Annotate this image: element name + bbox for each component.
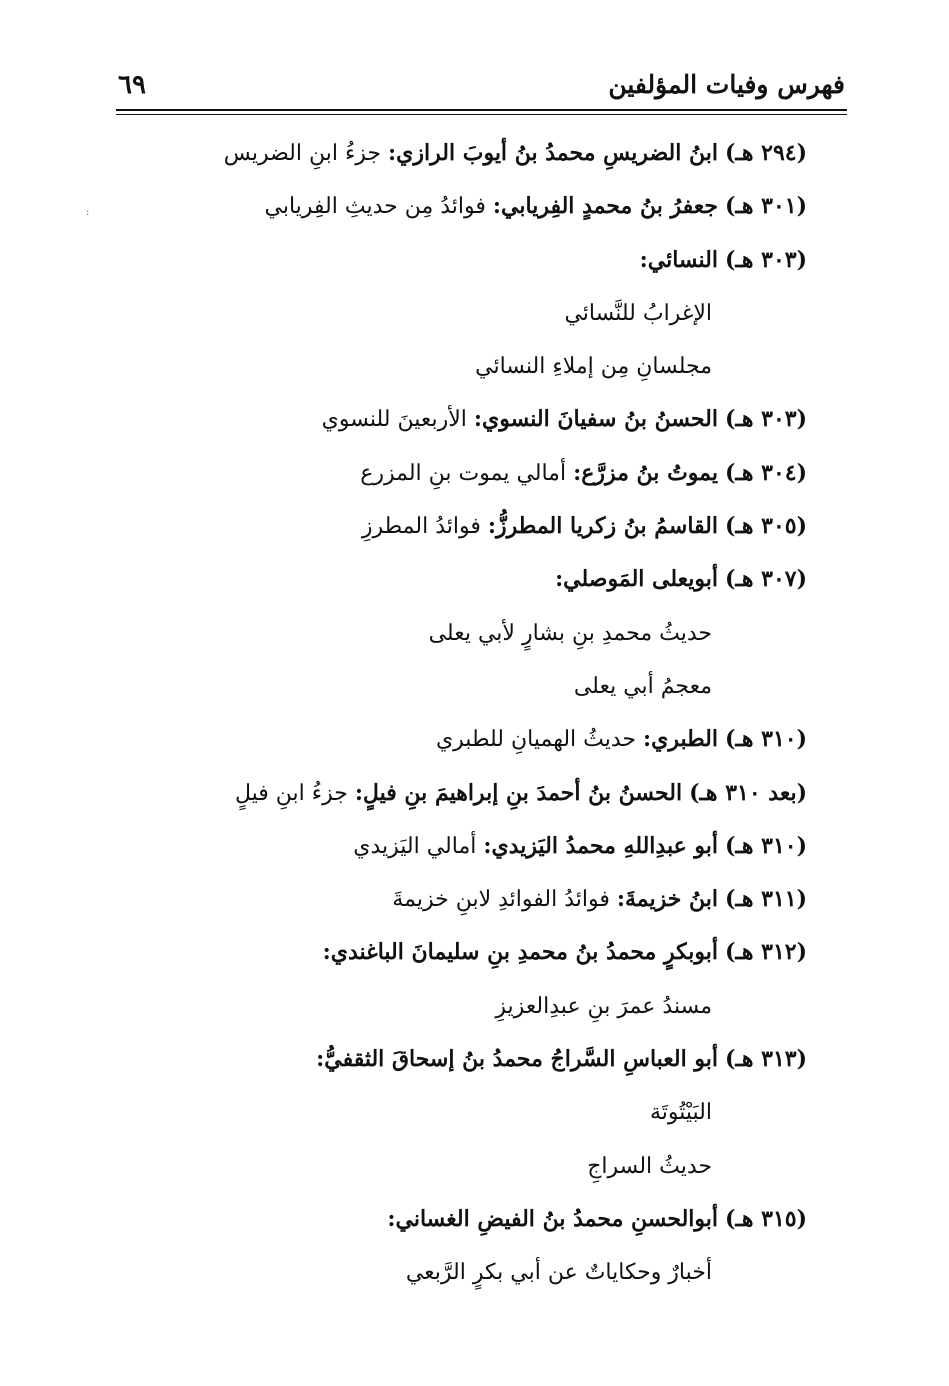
work-title: الأربعينَ للنسوي bbox=[321, 407, 467, 433]
work-title: جزءُ ابنِ الضريس bbox=[223, 141, 382, 166]
author-entry bbox=[200, 234, 807, 287]
author-name: أبو عبدِاللهِ محمدُ اليَزيدي: bbox=[483, 832, 718, 859]
death-year: (٣١١ هـ) bbox=[725, 886, 807, 913]
header-rule bbox=[116, 109, 847, 111]
author-name: الحسنُ بنُ أحمدَ بنِ إبراهيمَ بنِ فيلٍ: bbox=[354, 779, 683, 806]
death-year: (٣٠٥ هـ) bbox=[725, 513, 807, 540]
work-entry bbox=[200, 287, 807, 340]
author-name: النسائي: bbox=[639, 246, 718, 273]
work-title: معجمُ أبي يعلى bbox=[573, 673, 712, 699]
header-rule-thin bbox=[116, 114, 847, 115]
author-entry bbox=[200, 1033, 807, 1086]
author-name: الحسنُ بنُ سفيانَ النسوي: bbox=[473, 406, 718, 433]
work-title: أمالي اليَزيدي bbox=[353, 833, 477, 859]
work-title: أخبارٌ وحكاياتٌ عن أبي بكرٍ الرَّبعي bbox=[405, 1260, 712, 1286]
work-title: حديثُ السراجِ bbox=[587, 1153, 712, 1179]
death-year: (٢٩٤ هـ) bbox=[725, 140, 807, 166]
author-name: يموتُ بنُ مزرَّع: bbox=[573, 459, 718, 486]
author-name: ابنُ خزيمةَ: bbox=[616, 886, 718, 913]
author-entry bbox=[200, 180, 807, 233]
author-name: جعفرُ بنُ محمدٍ الفِريابي: bbox=[492, 193, 718, 220]
work-entry bbox=[200, 660, 807, 713]
death-year: (٣١٠ هـ) bbox=[725, 832, 807, 859]
death-year: (٣١٠ هـ) bbox=[725, 726, 807, 753]
author-entry bbox=[200, 127, 807, 180]
author-name: أبوبكرٍ محمدُ بنُ محمدِ بنِ سليمانَ الباغندي: bbox=[322, 939, 718, 966]
work-title: جزءُ ابنِ فيلٍ bbox=[234, 780, 348, 806]
work-title: فوائدُ المطرزِ bbox=[361, 514, 481, 540]
running-title: فهرس وفيات المؤلفين bbox=[608, 70, 845, 99]
margin-mark: : bbox=[86, 207, 90, 218]
author-name: القاسمُ بنُ زكريا المطرزُّ: bbox=[487, 513, 718, 540]
page-number: ٦٩ bbox=[118, 70, 146, 100]
author-entry bbox=[200, 393, 807, 446]
work-entry bbox=[200, 607, 807, 660]
author-name: ابنُ الضريسِ محمدُ بنُ أيوبَ الرازي: bbox=[388, 140, 718, 166]
work-entry bbox=[200, 1246, 807, 1299]
death-year: (٣٠١ هـ) bbox=[725, 193, 807, 220]
work-entry bbox=[200, 1086, 807, 1139]
work-title: مسندُ عمرَ بنِ عبدِالعزيزِ bbox=[495, 993, 712, 1019]
work-title: مجلسانِ مِن إملاءِ النسائي bbox=[475, 354, 712, 380]
death-year: (٣٠٣ هـ) bbox=[725, 406, 807, 433]
entries-list bbox=[200, 127, 807, 1300]
author-entry bbox=[200, 873, 807, 926]
page-header bbox=[118, 66, 845, 106]
work-entry bbox=[200, 1140, 807, 1193]
work-title: البَيْتُوتَة bbox=[649, 1100, 712, 1126]
death-year: (بعد ٣١٠ هـ) bbox=[689, 779, 807, 806]
death-year: (٣١٥ هـ) bbox=[725, 1205, 807, 1232]
author-name: أبوالحسنِ محمدُ بنُ الفيضِ الغساني: bbox=[387, 1205, 718, 1232]
work-title: الإغرابُ للنَّسائي bbox=[564, 300, 712, 326]
work-title: حديثُ محمدِ بنِ بشارٍ لأبي يعلى bbox=[428, 620, 712, 646]
work-title: فوائدُ الفوائدِ لابنِ خزيمةَ bbox=[392, 887, 610, 913]
death-year: (٣١٢ هـ) bbox=[725, 939, 807, 966]
author-entry bbox=[200, 713, 807, 766]
work-title: فوائدُ مِن حديثِ الفِريابي bbox=[264, 194, 486, 220]
work-title: حديثُ الهميانِ للطبري bbox=[435, 727, 637, 753]
author-entry bbox=[200, 553, 807, 606]
author-entry bbox=[200, 1193, 807, 1246]
death-year: (٣١٣ هـ) bbox=[725, 1046, 807, 1073]
author-entry bbox=[200, 447, 807, 500]
work-entry bbox=[200, 340, 807, 393]
author-name: الطبري: bbox=[643, 726, 718, 753]
author-entry bbox=[200, 820, 807, 873]
work-title: أمالي يموت بنِ المزرع bbox=[360, 460, 567, 486]
work-entry bbox=[200, 980, 807, 1033]
author-entry bbox=[200, 926, 807, 979]
author-name: أبو العباسِ السَّراجُ محمدُ بنُ إسحاقَ الثقفيُّ: bbox=[316, 1046, 718, 1073]
author-entry bbox=[200, 500, 807, 553]
death-year: (٣٠٤ هـ) bbox=[725, 459, 807, 486]
author-entry bbox=[200, 767, 807, 820]
death-year: (٣٠٧ هـ) bbox=[725, 566, 807, 593]
author-name: أبويعلى المَوصلي: bbox=[555, 566, 718, 593]
death-year: (٣٠٣ هـ) bbox=[725, 246, 807, 273]
